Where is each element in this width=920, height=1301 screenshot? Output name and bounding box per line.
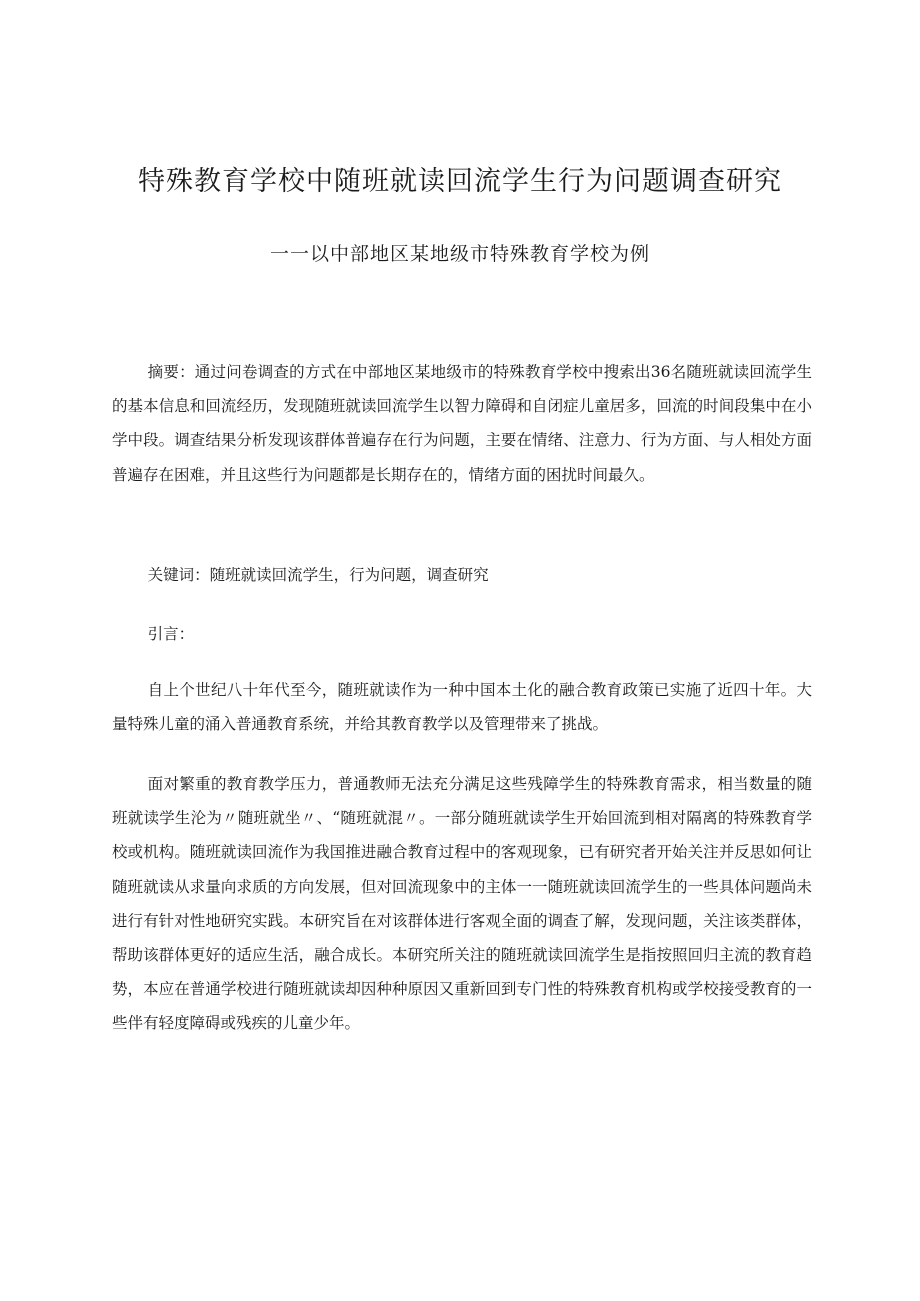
body-paragraph: 自上个世纪八十年代至今，随班就读作为一种中国本土化的融合教育政策已实施了近四十年。大量特殊儿童的涌入普通教育系统，并给其教育教学以及管理带来了挑战。 [112, 681, 812, 734]
document-subtitle: 一一以中部地区某地级市特殊教育学校为例 [269, 243, 650, 265]
body-paragraph: 面对繁重的教育教学压力，普通教师无法充分满足这些残障学生的特殊教育需求，相当数量的随班就读学生沦为〃随班就坐〃、“随班就混〃。一部分随班就读学生开始回流到相对隔离的特殊教育学校或机构。随班就读回流作为我国推进融合教育过程中的客观现象，已有研究者开始关注并反思如何让随班就读从求量向求质的方向发展，但对回流现象中的主体一一随班就读回流学生的一些具体问题尚未进行有针对性地研究实践。本研究旨在对该群体进行客观全面的调查了解，发现问题，关注该类群体，帮助该群体更好的适应生活，融合成长。本研究所关注的随班就读回流学生是指按照回归主流的教育趋势，本应在普通学校进行随班就读却因种种原因又重新回到专门性的特殊教育机构或学校接受教育的一些伴有轻度障碍或残疾的儿童少年。 [112, 775, 812, 1033]
keywords-paragraph: 关键词：随班就读回流学生，行为问题，调查研究 [147, 566, 489, 584]
abstract-paragraph: 摘要：通过问卷调查的方式在中部地区某地级市的特殊教育学校中搜索出36名随班就读回流学生的基本信息和回流经历，发现随班就读回流学生以智力障碍和自闭症儿童居多，回流的时间段集中在小学中段。调查结果分析发现该群体普遍存在行为问题，主要在情绪、注意力、行为方面、与人相处方面普遍存在困难，并且这些行为问题都是长期存在的，情绪方面的困扰时间最久。 [112, 363, 812, 484]
introduction-heading: 引言： [147, 625, 195, 643]
document-title: 特殊教育学校中随班就读回流学生行为问题调查研究 [138, 166, 782, 197]
